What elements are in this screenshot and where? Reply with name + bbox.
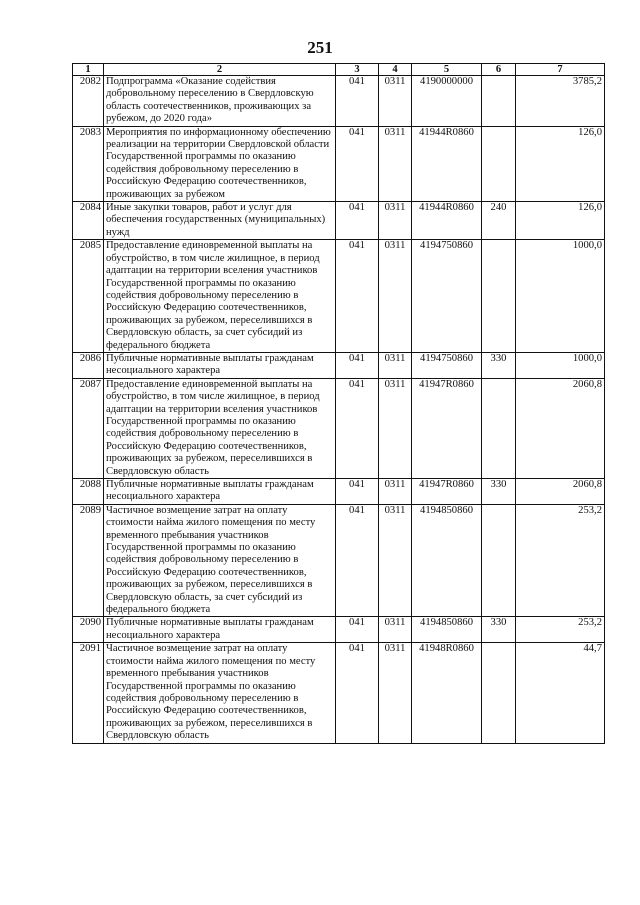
- section-code: 0311: [379, 643, 412, 743]
- header-cell: 4: [379, 64, 412, 76]
- target-code: 4194750860: [412, 352, 482, 378]
- table-row: [73, 504, 605, 617]
- section-code: 0311: [379, 504, 412, 617]
- target-code: 4190000000: [412, 76, 482, 127]
- row-description: Частичное возмещение затрат на оплату стоимости найма жилого помещения по месту временного пребывания участников Государственной программы по оказанию содействия добровольному переселению в Российскую Федерацию соотечественников, проживающих за рубежом, переселившихся в Свердловскую область: [104, 643, 336, 743]
- admin-code: 041: [336, 126, 379, 201]
- section-code: 0311: [379, 378, 412, 478]
- admin-code: 041: [336, 202, 379, 240]
- admin-code: 041: [336, 504, 379, 617]
- row-number: 2086: [73, 352, 104, 378]
- expense-code: [482, 126, 516, 201]
- target-code: 41947R0860: [412, 378, 482, 478]
- row-description: Иные закупки товаров, работ и услуг для обеспечения государственных (муниципальных) нужд: [104, 202, 336, 240]
- header-cell: 2: [104, 64, 336, 76]
- row-description: Публичные нормативные выплаты гражданам несоциального характера: [104, 479, 336, 505]
- amount: 44,7: [516, 643, 605, 743]
- row-description: Предоставление единовременной выплаты на обустройство, в том числе жилищное, в период адаптации на территории вселения участников Государственной программы по оказанию содействия добровольному переселению в Российскую Федерацию соотечественников, проживающих за рубежом, переселившихся в Свердловскую область: [104, 378, 336, 478]
- expense-code: [482, 643, 516, 743]
- page-number: 251: [307, 38, 333, 57]
- amount: 126,0: [516, 202, 605, 240]
- header-cell: 7: [516, 64, 605, 76]
- target-code: 41944R0860: [412, 202, 482, 240]
- table-row: [73, 76, 605, 127]
- row-description: Мероприятия по информационному обеспечению реализации на территории Свердловской области Государственной программы по оказанию содействия добровольному переселению в Российскую Федерацию соотечественников, проживающих за рубежом: [104, 126, 336, 201]
- header-cell: 6: [482, 64, 516, 76]
- expense-code: [482, 378, 516, 478]
- expense-code: 240: [482, 202, 516, 240]
- expense-code: [482, 504, 516, 617]
- amount: 126,0: [516, 126, 605, 201]
- row-number: 2091: [73, 643, 104, 743]
- section-code: 0311: [379, 352, 412, 378]
- section-code: 0311: [379, 479, 412, 505]
- amount: 1000,0: [516, 240, 605, 353]
- target-code: 41947R0860: [412, 479, 482, 505]
- amount: 1000,0: [516, 352, 605, 378]
- row-number: 2090: [73, 617, 104, 643]
- expense-code: 330: [482, 617, 516, 643]
- admin-code: 041: [336, 617, 379, 643]
- table-row: [73, 479, 605, 505]
- expense-code: 330: [482, 479, 516, 505]
- header-row: [73, 64, 605, 76]
- amount: 2060,8: [516, 378, 605, 478]
- admin-code: 041: [336, 378, 379, 478]
- target-code: 4194750860: [412, 240, 482, 353]
- header-cell: 3: [336, 64, 379, 76]
- row-number: 2088: [73, 479, 104, 505]
- table-row: [73, 378, 605, 478]
- section-code: 0311: [379, 202, 412, 240]
- amount: 3785,2: [516, 76, 605, 127]
- row-number: 2089: [73, 504, 104, 617]
- target-code: 41948R0860: [412, 643, 482, 743]
- table-row: [73, 352, 605, 378]
- row-description: Публичные нормативные выплаты гражданам несоциального характера: [104, 352, 336, 378]
- section-code: 0311: [379, 240, 412, 353]
- row-number: 2084: [73, 202, 104, 240]
- amount: 2060,8: [516, 479, 605, 505]
- header-cell: 1: [73, 64, 104, 76]
- expense-code: [482, 240, 516, 353]
- budget-table: [72, 63, 605, 744]
- row-number: 2083: [73, 126, 104, 201]
- admin-code: 041: [336, 76, 379, 127]
- row-number: 2087: [73, 378, 104, 478]
- amount: 253,2: [516, 504, 605, 617]
- row-description: Подпрограмма «Оказание содействия добровольному переселению в Свердловскую область соотечественников, проживающих за рубежом, до 2020 года»: [104, 76, 336, 127]
- row-description: Предоставление единовременной выплаты на обустройство, в том числе жилищное, в период адаптации на территории вселения участников Государственной программы по оказанию содействия добровольному переселению в Российскую Федерацию соотечественников, проживающих за рубежом, переселившихся в Свердловскую область, за счет субсидий из федерального бюджета: [104, 240, 336, 353]
- target-code: 4194850860: [412, 504, 482, 617]
- target-code: 41944R0860: [412, 126, 482, 201]
- section-code: 0311: [379, 76, 412, 127]
- amount: 253,2: [516, 617, 605, 643]
- expense-code: 330: [482, 352, 516, 378]
- admin-code: 041: [336, 643, 379, 743]
- table-row: [73, 202, 605, 240]
- table-row: [73, 643, 605, 743]
- admin-code: 041: [336, 352, 379, 378]
- table-row: [73, 240, 605, 353]
- expense-code: [482, 76, 516, 127]
- row-description: Частичное возмещение затрат на оплату стоимости найма жилого помещения по месту временного пребывания участников Государственной программы по оказанию содействия добровольному переселению в Российскую Федерацию соотечественников, проживающих за рубежом, переселившихся в Свердловскую область, за счет субсидий из федерального бюджета: [104, 504, 336, 617]
- section-code: 0311: [379, 617, 412, 643]
- admin-code: 041: [336, 240, 379, 353]
- row-description: Публичные нормативные выплаты гражданам несоциального характера: [104, 617, 336, 643]
- header-cell: 5: [412, 64, 482, 76]
- section-code: 0311: [379, 126, 412, 201]
- row-number: 2082: [73, 76, 104, 127]
- target-code: 4194850860: [412, 617, 482, 643]
- table-row: [73, 126, 605, 201]
- admin-code: 041: [336, 479, 379, 505]
- row-number: 2085: [73, 240, 104, 353]
- table-row: [73, 617, 605, 643]
